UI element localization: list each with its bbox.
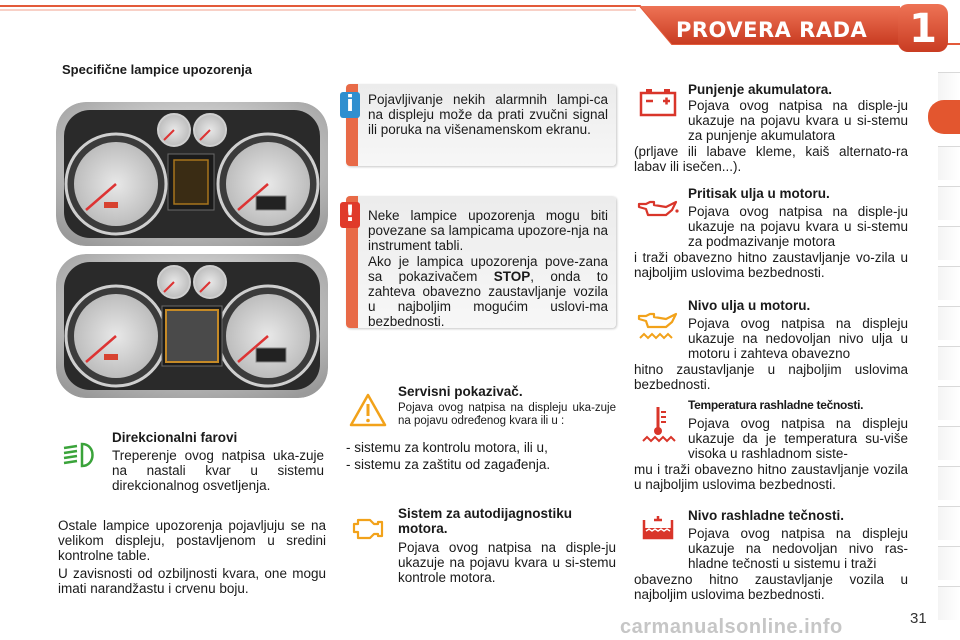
page-number: 31	[910, 610, 927, 627]
diagnostic-title: Sistem za autodijagnostiku motora.	[398, 506, 573, 536]
oil-level-text-indent: Pojava ovog natpisa na displeju ukazuje na nedovoljan nivo ulja u motoru i zahteva obavezno	[688, 316, 908, 361]
battery-title: Punjenje akumulatora.	[688, 82, 833, 97]
side-tab[interactable]	[938, 146, 960, 180]
coolant-level-text-indent: Pojava ovog natpisa na displeju ukazuje na nedovoljan nivo ras-hladne tečnosti u sistemu i traži	[688, 526, 908, 571]
oil-can-icon	[636, 196, 680, 220]
coolant-level-title: Nivo rashladne tečnosti.	[688, 508, 845, 523]
chapter-number: 1	[909, 6, 937, 52]
coolant-temp-text-full: mu i traži obavezno hitno zaustavljanje vozila u najboljim uslovima bezbednosti.	[634, 462, 908, 492]
side-tab[interactable]	[938, 266, 960, 300]
side-tab[interactable]	[938, 186, 960, 220]
engine-icon	[350, 514, 386, 542]
severity-text: U zavisnosti od ozbiljnosti kvara, one mogu imati narandžastu i crvenu boju.	[58, 566, 326, 596]
coolant-temp-text-indent: Pojava ovog natpisa na displeju ukazuje da je temperatura su-više visoka u rashladnom siste-	[688, 416, 908, 461]
oil-level-icon	[636, 308, 680, 342]
watermark: carmanualsonline.info	[620, 616, 843, 638]
service-bullet-2: - sistemu za zaštitu od zagađenja.	[346, 457, 551, 472]
side-tab[interactable]	[938, 466, 960, 500]
headlamp-icon	[60, 441, 100, 469]
service-bullet-1: - sistemu za kontrolu motora, ili u,	[346, 440, 548, 455]
side-tab[interactable]	[938, 226, 960, 260]
page-title: PROVERA RADA	[676, 18, 868, 42]
oil-pressure-title: Pritisak ulja u motoru.	[688, 186, 830, 201]
instrument-cluster-large-display	[56, 254, 328, 398]
coolant-temp-title: Temperatura rashladne tečnosti.	[688, 398, 864, 412]
direction-lights-title: Direkcionalni farovi	[112, 430, 238, 445]
instrument-cluster	[56, 102, 328, 246]
side-tab[interactable]	[938, 346, 960, 380]
info-note-text: Pojavljivanje nekih alarmnih lampi-ca na displeju može da prati zvučni signal ili poruka na višenamenskom ekranu.	[368, 92, 608, 137]
warning-text-pre: Ako je lampica upozorenja pove-zana sa pokazivačem	[368, 254, 608, 284]
side-tab[interactable]	[938, 306, 960, 340]
diagnostic-text: Pojava ovog natpisa na disple-ju ukazuje na pojavu kvara u si-stemu kontrole motora.	[398, 540, 616, 585]
side-tab[interactable]	[938, 386, 960, 420]
section-heading: Specifične lampice upozorenja	[62, 62, 252, 77]
oil-level-text-full: hitno zaustavljanje u najboljim uslovima bezbednosti.	[634, 362, 908, 392]
direction-lights-text: Treperenje ovog natpisa uka-zuje na nastali kvar u sistemu direkcionalnog osvetljenja.	[112, 448, 324, 493]
warning-note-box	[346, 196, 616, 328]
side-tab[interactable]	[938, 426, 960, 460]
info-note-box	[346, 84, 616, 166]
oil-pressure-text-indent: Pojava ovog natpisa na disple-ju ukazuje na pojavu kvara u si-stemu za podmazivanje motora	[688, 204, 908, 249]
side-tab[interactable]	[938, 546, 960, 580]
oil-level-title: Nivo ulja u motoru.	[688, 298, 811, 313]
side-tab[interactable]	[938, 586, 960, 620]
service-text: Pojava ovog natpisa na displeju uka-zuje na pojavu određenog kvara ili u :	[398, 402, 616, 427]
battery-icon	[638, 86, 678, 118]
thermometer-icon	[640, 404, 676, 444]
warning-text-post: , onda to zahteva obavezno zaustavljanje vozila u najboljim mogućim uslovi-ma bezbednosti.	[368, 269, 609, 329]
battery-text-indent: Pojava ovog natpisa na disple-ju ukazuje na pojavu kvara u si-stemu za punjenje akumulatora	[688, 98, 908, 143]
service-title: Servisni pokazivač.	[398, 384, 523, 399]
side-tab-active[interactable]	[928, 100, 960, 134]
battery-text-full: (prljave ili labave kleme, kaiš alternato-ra labav ili isečen...).	[634, 144, 908, 174]
coolant-level-text-full: obavezno hitno zaustavljanje vozila u najboljim uslovima bezbednosti.	[634, 572, 908, 602]
coolant-level-icon	[640, 514, 676, 542]
warning-note-text-2	[368, 254, 608, 329]
warning-note-text-1: Neke lampice upozorenja mogu biti povezane sa lampicama upozore-nja na instrument tabli.	[368, 208, 608, 253]
other-lamps-text: Ostale lampice upozorenja pojavljuju se na velikom displeju, postavljenom u sredini kontrolne table.	[58, 518, 326, 563]
side-tab-strip	[928, 72, 960, 632]
side-tab[interactable]	[938, 506, 960, 540]
warning-triangle-icon	[348, 392, 388, 428]
stop-label: STOP	[493, 269, 531, 284]
oil-pressure-text-full: i traži obavezno hitno zaustavljanje vo-zila u najboljim uslovima bezbednosti.	[634, 250, 908, 280]
exclamation-icon: !	[340, 202, 360, 228]
info-icon: i	[340, 92, 360, 118]
